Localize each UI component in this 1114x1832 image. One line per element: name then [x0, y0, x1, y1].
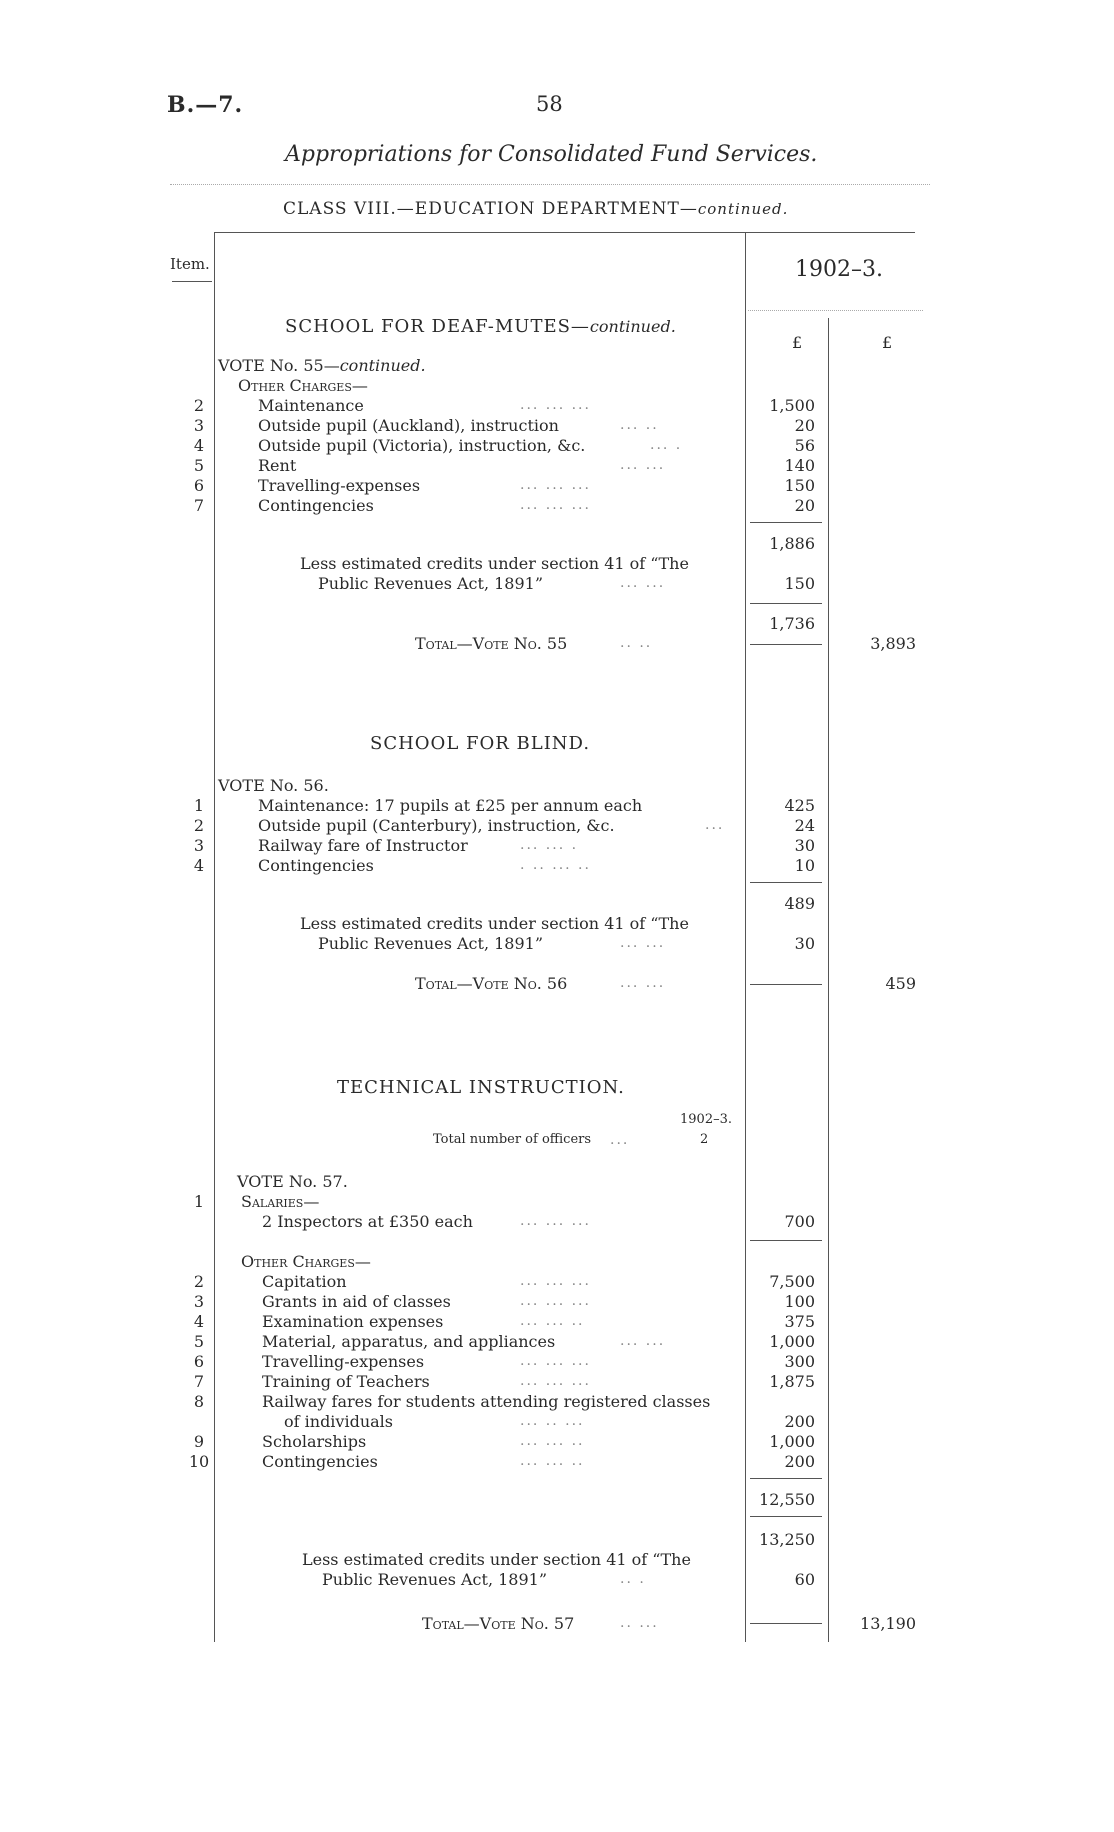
item-amount: 24	[794, 816, 815, 835]
subtotal-rule	[750, 1516, 822, 1517]
item-number: 7	[193, 1372, 205, 1391]
leader-dots: ... ... ...	[520, 1353, 591, 1369]
item-label: Travelling-expenses	[258, 476, 421, 495]
item-number: 2	[193, 816, 205, 835]
leader-dots: ... ... ...	[520, 1293, 591, 1309]
item-amount: 1,500	[769, 396, 815, 415]
leader-dots: ... ... ..	[520, 1313, 585, 1329]
item-column-header: Item.	[170, 255, 210, 273]
year-column-header: 1902–3.	[795, 257, 883, 282]
leader-dots: ... .	[650, 437, 683, 453]
leader-dots: ... ... ...	[520, 1373, 591, 1389]
vote-56-heading: VOTE No. 56.	[218, 776, 329, 795]
item-number: 4	[193, 1312, 205, 1331]
item-label: Scholarships	[262, 1432, 367, 1451]
vote-55-heading: VOTE No. 55—continued.	[218, 356, 426, 375]
leader-dots: ... ...	[620, 1333, 666, 1349]
leader-dots: ... ... ...	[520, 497, 591, 513]
item-amount: 10	[794, 856, 815, 875]
item-label: Training of Teachers	[262, 1372, 430, 1391]
currency-symbol-col2: £	[882, 333, 893, 352]
item-amount: 1,000	[769, 1432, 815, 1451]
item-label: Maintenance: 17 pupils at £25 per annum each	[258, 796, 643, 815]
vote-55-net: 1,736	[769, 614, 815, 633]
item-number: 4	[193, 436, 205, 455]
vote-57-credits: 60	[794, 1570, 815, 1589]
total-rule	[750, 644, 822, 645]
vote-57-total-label: Total—Vote No. 57	[422, 1614, 575, 1633]
item-label: Maintenance	[258, 396, 364, 415]
item-number: 3	[193, 1292, 205, 1311]
officers-count: 2	[700, 1132, 709, 1147]
leader-dots: ... ... ...	[520, 477, 591, 493]
leader-dots: ... ..	[620, 417, 659, 433]
leader-dots: ...	[610, 1132, 630, 1148]
item-number: 5	[193, 1332, 205, 1351]
item-column-divider	[214, 232, 215, 1642]
vote-55-total-label: Total—Vote No. 55	[415, 634, 568, 653]
item-number: 8	[193, 1392, 205, 1411]
item-number: 10	[188, 1452, 210, 1471]
page-title: Appropriations for Consolidated Fund Services.	[285, 142, 818, 167]
document-reference: B.—7.	[167, 92, 244, 118]
vote-55-total: 3,893	[870, 634, 916, 653]
item-header-rule	[172, 281, 212, 282]
leader-dots: .. .	[620, 1571, 646, 1587]
section-title-deaf-mutes: SCHOOL FOR DEAF-MUTES—continued.	[285, 316, 676, 337]
item-label-continued: of individuals	[284, 1412, 393, 1431]
leader-dots: ... ...	[620, 457, 666, 473]
item-amount: 375	[784, 1312, 815, 1331]
item-amount: 200	[784, 1452, 815, 1471]
salaries-heading: Salaries—	[241, 1192, 320, 1211]
other-charges-heading: Other Charges—	[241, 1252, 371, 1271]
item-amount: 7,500	[769, 1272, 815, 1291]
officers-label: Total number of officers	[433, 1132, 592, 1147]
leader-dots: ...	[705, 817, 725, 833]
credits-text-line2: Public Revenues Act, 1891”	[318, 934, 544, 953]
credits-text-line1: Less estimated credits under section 41 of “The	[300, 554, 689, 573]
item-amount: 1,875	[769, 1372, 815, 1391]
salary-amount: 700	[784, 1212, 815, 1231]
item-label: Contingencies	[258, 856, 374, 875]
credits-text-line2: Public Revenues Act, 1891”	[322, 1570, 548, 1589]
item-amount: 200	[784, 1412, 815, 1431]
class-heading: CLASS VIII.—EDUCATION DEPARTMENT—continued.	[283, 199, 789, 219]
vote-56-total: 459	[885, 974, 916, 993]
item-number: 7	[193, 496, 205, 515]
leader-dots: ... ... ...	[520, 397, 591, 413]
item-number: 1	[193, 796, 205, 815]
officers-year: 1902–3.	[680, 1112, 732, 1127]
leader-dots: .. ..	[620, 635, 653, 651]
total-rule	[750, 984, 822, 985]
salaries-rule	[750, 1240, 822, 1241]
vote-56-subtotal: 489	[784, 894, 815, 913]
vote-57-subtotal: 13,250	[759, 1530, 815, 1549]
subtotal-rule	[750, 882, 822, 883]
item-number: 6	[193, 476, 205, 495]
subtotal-rule	[750, 522, 822, 523]
item-number: 1	[193, 1192, 205, 1211]
item-label: Rent	[258, 456, 297, 475]
table-top-rule	[215, 232, 915, 233]
leader-dots: ... .. ...	[520, 1413, 585, 1429]
leader-dots: ... ... .	[520, 837, 579, 853]
item-label: Railway fares for students attending registered classes	[262, 1392, 711, 1411]
item-number: 2	[193, 1272, 205, 1291]
item-number: 2	[193, 396, 205, 415]
year-header-rule	[748, 310, 923, 311]
vote-56-total-label: Total—Vote No. 56	[415, 974, 568, 993]
credits-text-line2: Public Revenues Act, 1891”	[318, 574, 544, 593]
other-charges-subtotal: 12,550	[759, 1490, 815, 1509]
item-number: 4	[193, 856, 205, 875]
vote-56-credits: 30	[794, 934, 815, 953]
leader-dots: ... ... ..	[520, 1453, 585, 1469]
item-label: 2 Inspectors at £350 each	[262, 1212, 473, 1231]
item-amount: 1,000	[769, 1332, 815, 1351]
credits-text-line1: Less estimated credits under section 41 of “The	[300, 914, 689, 933]
other-charges-rule	[750, 1478, 822, 1479]
item-amount: 30	[794, 836, 815, 855]
net-rule	[750, 603, 822, 604]
item-amount: 20	[794, 416, 815, 435]
item-amount: 425	[784, 796, 815, 815]
item-label: Travelling-expenses	[262, 1352, 425, 1371]
leader-dots: . .. ... ..	[520, 857, 591, 873]
total-rule	[750, 1623, 822, 1624]
item-amount: 56	[794, 436, 815, 455]
item-label: Outside pupil (Auckland), instruction	[258, 416, 559, 435]
item-label: Outside pupil (Victoria), instruction, &c.	[258, 436, 586, 455]
vote-55-subtotal: 1,886	[769, 534, 815, 553]
amount-column-right-divider	[828, 318, 829, 1642]
section-title-technical-instruction: TECHNICAL INSTRUCTION.	[337, 1077, 625, 1098]
leader-dots: ... ...	[620, 575, 666, 591]
item-amount: 140	[784, 456, 815, 475]
item-number: 9	[193, 1432, 205, 1451]
item-number: 3	[193, 416, 205, 435]
item-number: 3	[193, 836, 205, 855]
leader-dots: .. ...	[620, 1615, 659, 1631]
leader-dots: ... ...	[620, 935, 666, 951]
section-title-blind: SCHOOL FOR BLIND.	[370, 733, 591, 754]
item-amount: 20	[794, 496, 815, 515]
vote-55-credits: 150	[784, 574, 815, 593]
vote-57-heading: VOTE No. 57.	[237, 1172, 348, 1191]
item-label: Outside pupil (Canterbury), instruction, &c.	[258, 816, 615, 835]
page-number: 58	[536, 92, 563, 116]
title-rule	[170, 184, 930, 185]
leader-dots: ... ... ...	[520, 1273, 591, 1289]
item-label: Examination expenses	[262, 1312, 444, 1331]
item-label: Material, apparatus, and appliances	[262, 1332, 556, 1351]
item-amount: 100	[784, 1292, 815, 1311]
item-amount: 300	[784, 1352, 815, 1371]
currency-symbol-col1: £	[792, 333, 803, 352]
item-label: Grants in aid of classes	[262, 1292, 451, 1311]
leader-dots: ... ... ..	[520, 1433, 585, 1449]
item-label: Contingencies	[258, 496, 374, 515]
item-label: Capitation	[262, 1272, 347, 1291]
credits-text-line1: Less estimated credits under section 41 of “The	[302, 1550, 691, 1569]
item-label: Contingencies	[262, 1452, 378, 1471]
item-number: 5	[193, 456, 205, 475]
item-number: 6	[193, 1352, 205, 1371]
other-charges-heading: Other Charges—	[238, 376, 368, 395]
vote-57-total: 13,190	[860, 1614, 916, 1633]
item-label: Railway fare of Instructor	[258, 836, 468, 855]
item-amount: 150	[784, 476, 815, 495]
leader-dots: ... ...	[620, 975, 666, 991]
leader-dots: ... ... ...	[520, 1213, 591, 1229]
